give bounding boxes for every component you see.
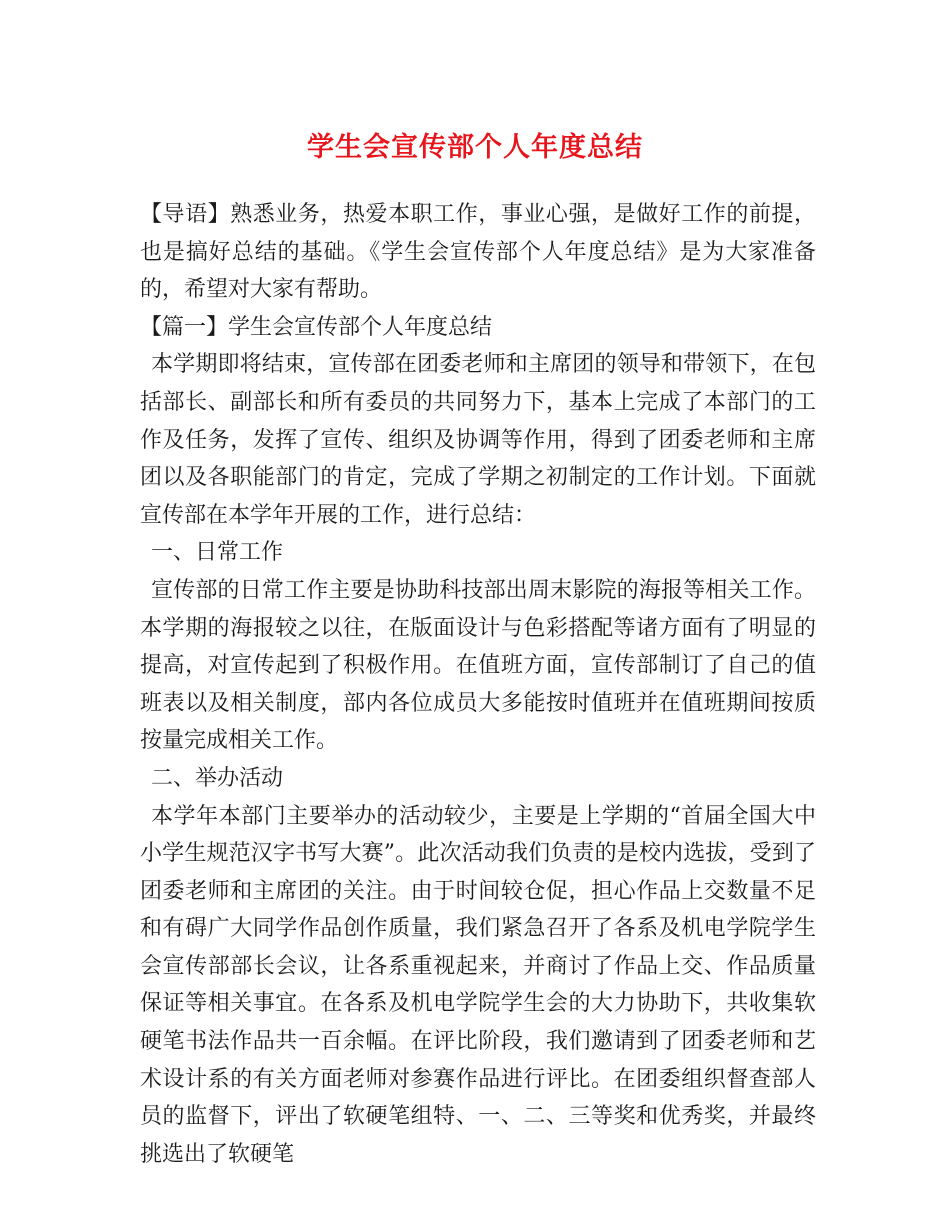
- paragraph-intro: 【导语】熟悉业务，热爱本职工作，事业心强，是做好工作的前提，也是搞好总结的基础。《学生会宣传部个人年度总结》是为大家准备的，希望对大家有帮助。: [140, 202, 816, 303]
- paragraph-overview: 本学期即将结束，宣传部在团委老师和主席团的领导和带领下，在包括部长、副部长和所有委员的共同努力下，基本上完成了本部门的工作及任务，发挥了宣传、组织及协调等作用，得到了团委老师和主席团以及各职能部门的肯定，完成了学期之初制定的工作计划。下面就宣传部在本学年开展的工作，进行总结：: [140, 352, 816, 528]
- paragraph-section-title: 【篇一】学生会宣传部个人年度总结: [140, 314, 493, 340]
- paragraph-heading-daily-work: 一、日常工作: [151, 540, 284, 566]
- paragraph-heading-activities: 二、举办活动: [151, 765, 284, 791]
- paragraph-activities: 本学年本部门主要举办的活动较少，主要是上学期的“首届全国大中小学生规范汉字书写大赛”。此次活动我们负责的是校内选拔，受到了团委老师和主席团的关注。由于时间较仓促，担心作品上交数量不足和有碍广大同学作品创作质量，我们紧急召开了各系及机电学院学生会宣传部部长会议，让各系重视起来，并商讨了作品上交、作品质量保证等相关事宜。在各系及机电学院学生会的大力协助下，共收集软硬笔书法作品共一百余幅。在评比阶段，我们邀请到了团委老师和艺术设计系的有关方面老师对参赛作品进行评比。在团委组织督查部人员的监督下，评出了软硬笔组特、一、二、三等奖和优秀奖，并最终挑选出了软硬笔: [140, 803, 816, 1167]
- paragraph-daily-work: 宣传部的日常工作主要是协助科技部出周末影院的海报等相关工作。本学期的海报较之以往，在版面设计与色彩搭配等诸方面有了明显的提高，对宣传起到了积极作用。在值班方面，宣传部制订了自己的值班表以及相关制度，部内各位成员大多能按时值班并在值班期间按质按量完成相关工作。: [140, 577, 816, 754]
- document-title: 学生会宣传部个人年度总结: [307, 132, 643, 163]
- document-body: [140, 196, 816, 1173]
